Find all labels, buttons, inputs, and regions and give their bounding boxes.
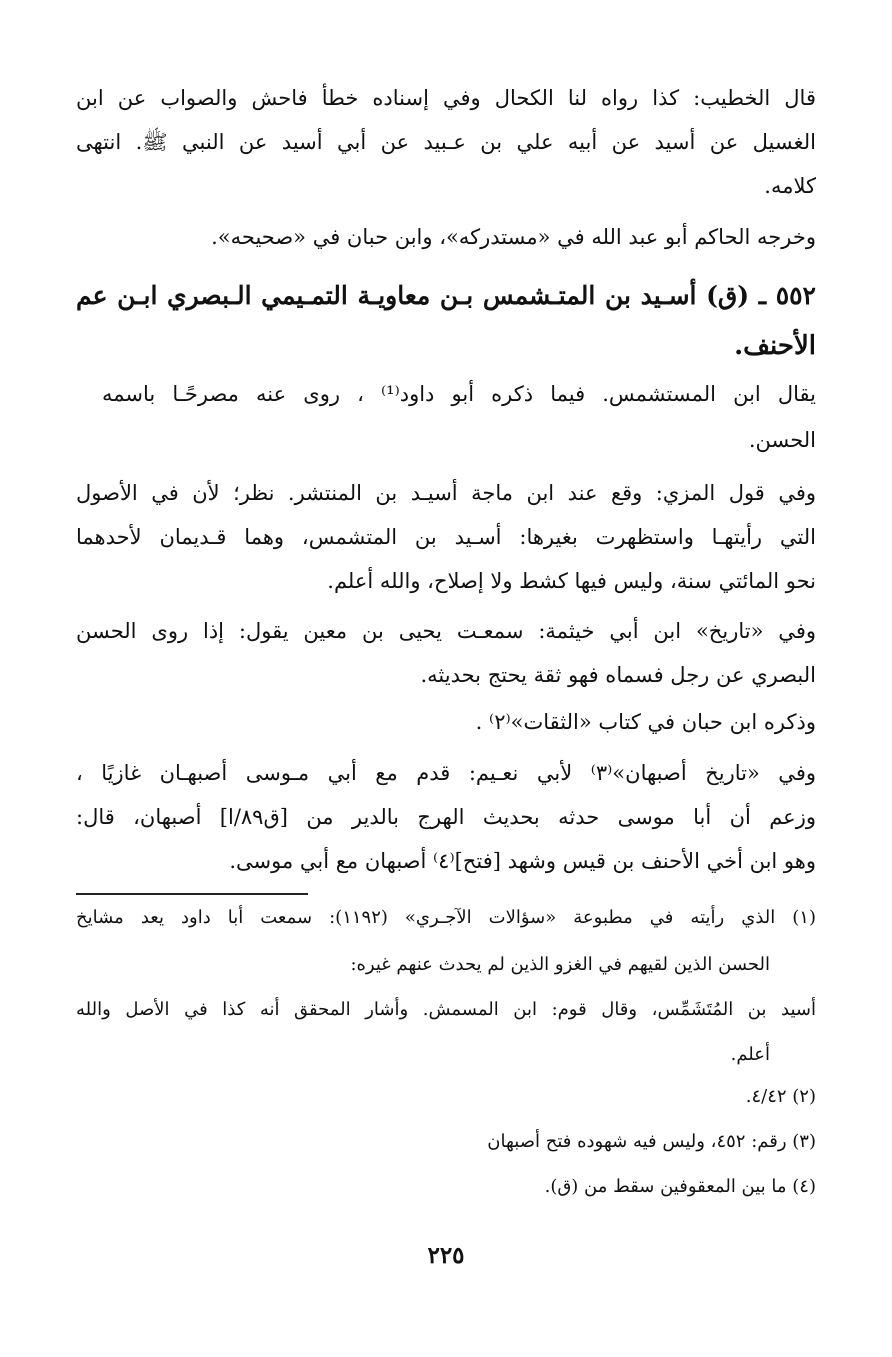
footnote-line: (٣) رقم: ٤٥٢، وليس فيه شهوده فتح أصبهان [487,1131,816,1152]
text-line: وخرجه الحاكم أبو عبد الله في «مستدركه»، وابن حبان في «صحيحه». [211,225,816,249]
text-line: البصري عن رجل فسماه فهو ثقة يحتج بحديثه. [420,663,816,687]
text-line: وهو ابن أخي الأحنف بن قيس وشهد [فتح]⁽٤⁾ أصبهان مع أبي موسى. [229,849,816,873]
footnote-line: (٢) ٤/٤٢. [745,1086,816,1107]
text-line: الغسيل عن أسيد عن أبيه علي بن عـبيد عن أبي أسيد عن النبي ﷺ. انتهى [76,130,816,154]
text-line: وفي «تاريخ أصبهان»⁽٣⁾ لأبي نعـيم: قدم مع أبي مـوسى أصبهـان غازيًا ، [76,761,816,785]
text-line: نحو المائتي سنة، وليس فيها كشط ولا إصلاح، والله أعلم. [327,569,816,593]
text-line: يقال ابن المستشمس. فيما ذكره أبو داود⁽¹⁾ ، روى عنه مصرحًـا باسمه [102,382,816,406]
footnote-line: (٤) ما بين المعقوفين سقط من (ق). [544,1176,816,1197]
text-line: وفي قول المزي: وقع عند ابن ماجة أسيـد بن المنتشر. نظر؛ لأن في الأصول [76,481,816,505]
footnote-separator [76,893,308,895]
footnote-line: (١) الذي رأيته في مطبوعة «سؤالات الآجـري» (١١٩٢): سمعت أبا داود يعد مشايخ [76,907,816,928]
footnote-line: الحسن الذين لقيهم في الغزو الذين لم يحدث عنهم غيره: [350,954,770,975]
text-line: وفي «تاريخ» ابن أبي خيثمة: سمعـت يحيى بن معين يقول: إذا روى الحسن [76,619,816,643]
text-line: الحسن. [748,428,816,452]
page-number: ٢٢٥ [427,1242,465,1269]
heading-line: الأحنف. [734,331,816,361]
footnote-line: أعلم. [730,1044,770,1065]
text-line: قال الخطيب: كذا رواه لنا الكحال وفي إسناده خطأ فاحش والصواب عن ابن [76,86,816,110]
footnote-line: أسيد بن المُتَشَمِّس، وقال قوم: ابن المسمش. وأشار المحقق أنه كذا في الأصل والله [76,999,816,1020]
text-line: كلامه. [764,174,816,198]
heading-line: ٥٥٢ ـ (ق) أسـيد بن المتـشمس بـن معاويـة التمـيمي الـبصري ابـن عم [76,281,816,310]
text-line: وذكره ابن حبان في كتاب «الثقات»⁽٢⁾ . [475,710,816,734]
text-line: التي رأيتهـا واستظهرت بغيرها: أسـيد بن المتشمس، وهما قـديمان لأحدهما [76,525,816,549]
text-line: وزعم أن أبا موسى حدثه بحديث الهرج بالدير من [ق٨٩/ا] أصبهان، قال: [76,805,816,829]
